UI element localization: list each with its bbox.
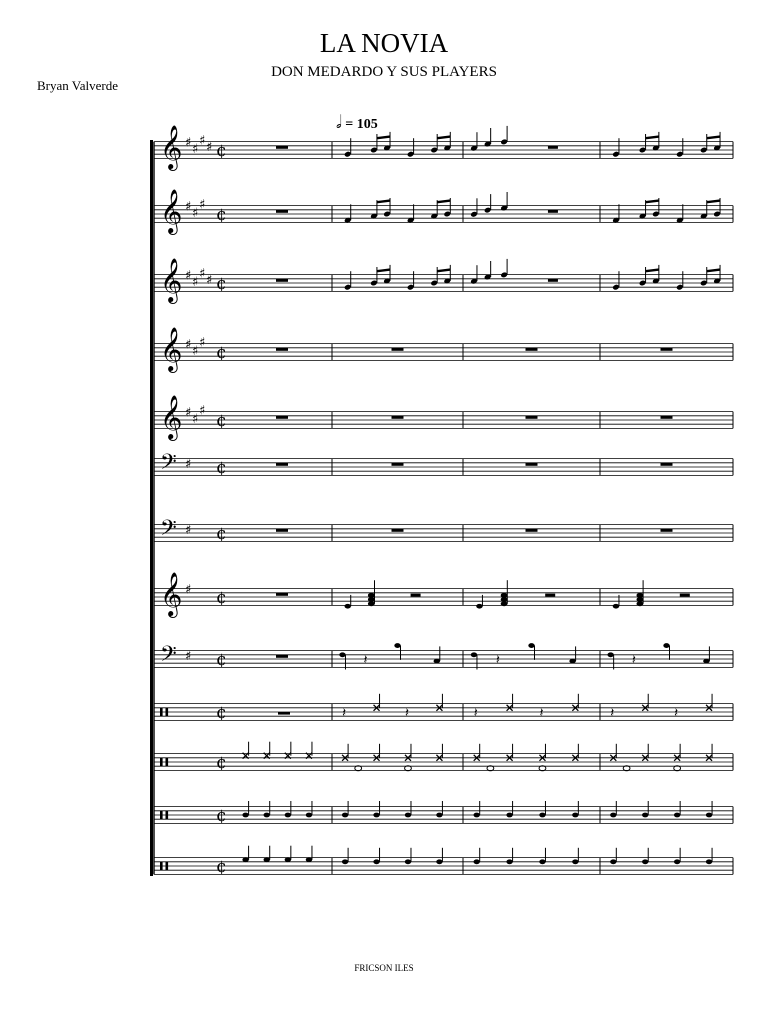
- whole-rest: [276, 146, 288, 149]
- sharp-icon: ♯: [199, 266, 206, 282]
- footer-text: FRICSON ILES: [354, 963, 414, 973]
- sharp-icon: ♯: [185, 456, 192, 472]
- staff: [154, 742, 733, 773]
- half-rest: [545, 594, 555, 597]
- quarter-rest-icon: 𝄽: [404, 706, 409, 721]
- note-head: [342, 859, 348, 864]
- cut-time-icon: ¢: [216, 650, 227, 670]
- note-head: [242, 813, 248, 818]
- note-head: [474, 859, 480, 864]
- cut-time-icon: ¢: [216, 411, 227, 431]
- cut-time-icon: ¢: [216, 588, 227, 608]
- treble-clef-icon: 𝄞: [160, 572, 183, 616]
- score-subtitle: DON MEDARDO Y SUS PLAYERS: [271, 64, 497, 80]
- score-title: LA NOVIA: [319, 28, 449, 58]
- treble-clef-icon: 𝄞: [160, 327, 183, 371]
- note-head: [610, 813, 616, 818]
- whole-rest: [276, 210, 288, 213]
- half-rest: [411, 594, 421, 597]
- cut-time-icon: ¢: [216, 205, 227, 225]
- note-head: [345, 604, 351, 609]
- sharp-icon: ♯: [206, 272, 213, 288]
- cut-time-icon: ¢: [216, 703, 227, 723]
- staff: [154, 694, 733, 723]
- note-head: [474, 813, 480, 818]
- whole-rest: [526, 416, 538, 419]
- beam: [377, 270, 390, 272]
- treble-clef-icon: 𝄞: [160, 189, 183, 233]
- staff: [154, 258, 733, 304]
- sharp-icon: ♯: [185, 268, 192, 284]
- sharp-icon: ♯: [185, 648, 192, 664]
- treble-clef-icon: 𝄞: [160, 395, 183, 439]
- percussion-clef-icon: [160, 758, 163, 767]
- half-rest: [278, 712, 290, 715]
- note-head: [610, 859, 616, 864]
- note-head: [471, 652, 477, 657]
- beam: [377, 201, 390, 203]
- beam: [437, 270, 450, 272]
- whole-rest: [392, 463, 404, 466]
- half-note-icon: 𝅗𝅥: [336, 112, 342, 132]
- sharp-icon: ♯: [192, 205, 199, 221]
- cut-time-icon: ¢: [216, 753, 227, 773]
- note-head: [436, 859, 442, 864]
- staff: [154, 572, 733, 618]
- whole-rest: [661, 348, 673, 351]
- note-head: [569, 659, 575, 664]
- half-rest: [548, 279, 558, 282]
- half-rest: [680, 594, 690, 597]
- bass-clef-icon: 𝄢: [160, 642, 177, 672]
- sharp-icon: ♯: [199, 197, 206, 213]
- half-rest: [548, 146, 558, 149]
- system-bracket: [150, 140, 153, 876]
- staff: [154, 125, 733, 171]
- note-head: [613, 604, 619, 609]
- half-rest: [548, 210, 558, 213]
- note-head: [572, 813, 578, 818]
- bass-clef-icon: 𝄢: [160, 450, 177, 480]
- cut-time-icon: ¢: [216, 274, 227, 294]
- staff: [154, 846, 733, 877]
- chord-note-head: [501, 593, 508, 598]
- staff: [154, 516, 733, 546]
- whole-rest: [276, 279, 288, 282]
- note-head: [394, 643, 400, 648]
- whole-rest: [661, 463, 673, 466]
- sharp-icon: ♯: [206, 139, 213, 155]
- quarter-rest-icon: 𝄽: [342, 706, 347, 721]
- sharp-icon: ♯: [185, 405, 192, 421]
- note-head: [405, 813, 411, 818]
- tempo-value: = 105: [345, 117, 378, 132]
- note-head: [242, 857, 248, 862]
- note-head: [342, 813, 348, 818]
- note-head: [306, 857, 312, 862]
- quarter-rest-icon: 𝄽: [610, 706, 615, 721]
- sharp-icon: ♯: [192, 274, 199, 290]
- whole-rest: [526, 463, 538, 466]
- note-head: [674, 859, 680, 864]
- sharp-icon: ♯: [199, 133, 206, 149]
- beam: [437, 137, 450, 139]
- sharp-icon: ♯: [192, 343, 199, 359]
- staff: [154, 189, 733, 235]
- bass-clef-icon: 𝄢: [160, 516, 177, 546]
- sharp-icon: ♯: [185, 522, 192, 538]
- note-head: [264, 857, 270, 862]
- percussion-clef-icon: [160, 708, 163, 717]
- cut-time-icon: ¢: [216, 524, 227, 544]
- treble-clef-icon: 𝄞: [160, 125, 183, 169]
- sharp-icon: ♯: [185, 337, 192, 353]
- quarter-rest-icon: 𝄽: [495, 653, 500, 668]
- percussion-clef-icon: [160, 811, 163, 820]
- note-head: [703, 659, 709, 664]
- sharp-icon: ♯: [199, 403, 206, 419]
- staff: [154, 801, 733, 826]
- sharp-icon: ♯: [185, 199, 192, 215]
- treble-clef-icon: 𝄞: [160, 258, 183, 302]
- note-head: [476, 604, 482, 609]
- beam: [646, 137, 659, 139]
- quarter-rest-icon: 𝄽: [363, 653, 368, 668]
- note-head: [706, 859, 712, 864]
- note-head: [674, 813, 680, 818]
- beam: [646, 201, 659, 203]
- cut-time-icon: ¢: [216, 857, 227, 877]
- staff: [154, 450, 733, 480]
- percussion-clef-icon: [166, 708, 169, 717]
- sharp-icon: ♯: [192, 141, 199, 157]
- note-head: [539, 813, 545, 818]
- quarter-rest-icon: 𝄽: [473, 706, 478, 721]
- whole-rest: [276, 348, 288, 351]
- note-head: [607, 652, 613, 657]
- note-head: [642, 813, 648, 818]
- whole-rest: [661, 529, 673, 532]
- cut-time-icon: ¢: [216, 343, 227, 363]
- chord-note-head: [368, 593, 375, 598]
- note-head: [285, 813, 291, 818]
- note-head: [339, 652, 345, 657]
- beam: [707, 137, 720, 139]
- note-head: [436, 813, 442, 818]
- whole-rest: [392, 529, 404, 532]
- note-head: [285, 857, 291, 862]
- beam: [437, 201, 450, 203]
- whole-rest: [661, 416, 673, 419]
- note-head: [572, 859, 578, 864]
- note-head: [373, 859, 379, 864]
- beam: [377, 137, 390, 139]
- whole-rest: [276, 593, 288, 596]
- chord-note-head: [637, 593, 644, 598]
- whole-rest: [276, 463, 288, 466]
- cut-time-icon: ¢: [216, 458, 227, 478]
- sharp-icon: ♯: [192, 411, 199, 427]
- note-head: [306, 813, 312, 818]
- whole-rest: [276, 529, 288, 532]
- composer-name: Bryan Valverde: [37, 78, 118, 93]
- beam: [707, 201, 720, 203]
- sharp-icon: ♯: [185, 582, 192, 598]
- whole-rest: [526, 529, 538, 532]
- note-head: [642, 859, 648, 864]
- note-head: [663, 643, 669, 648]
- cut-time-icon: ¢: [216, 806, 227, 826]
- whole-rest: [392, 416, 404, 419]
- percussion-clef-icon: [166, 758, 169, 767]
- note-head: [405, 859, 411, 864]
- note-head: [528, 643, 534, 648]
- note-head: [506, 859, 512, 864]
- whole-rest: [276, 416, 288, 419]
- quarter-rest-icon: 𝄽: [631, 653, 636, 668]
- beam: [707, 270, 720, 272]
- percussion-clef-icon: [166, 862, 169, 871]
- staff: [154, 395, 733, 441]
- whole-rest: [276, 655, 288, 658]
- percussion-clef-icon: [160, 862, 163, 871]
- whole-rest: [392, 348, 404, 351]
- percussion-clef-icon: [166, 811, 169, 820]
- beam: [646, 270, 659, 272]
- note-head: [539, 859, 545, 864]
- note-head: [264, 813, 270, 818]
- whole-rest: [526, 348, 538, 351]
- quarter-rest-icon: 𝄽: [674, 706, 679, 721]
- quarter-rest-icon: 𝄽: [539, 706, 544, 721]
- note-head: [373, 813, 379, 818]
- note-head: [706, 813, 712, 818]
- note-head: [506, 813, 512, 818]
- sharp-icon: ♯: [199, 335, 206, 351]
- staff: [154, 642, 733, 672]
- note-head: [434, 659, 440, 664]
- sharp-icon: ♯: [185, 135, 192, 151]
- staff: [154, 327, 733, 373]
- cut-time-icon: ¢: [216, 141, 227, 161]
